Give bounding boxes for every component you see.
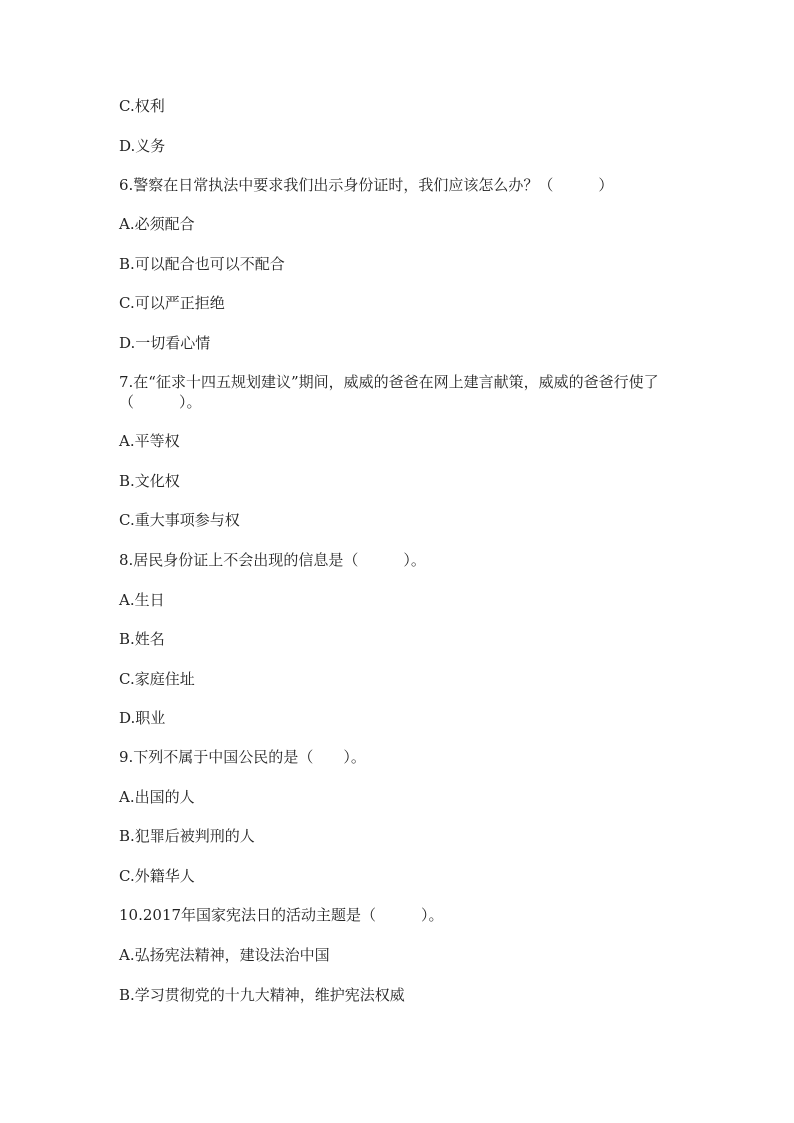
question-7: 7.在“征求十四五规划建议”期间，威威的爸爸在网上建言献策，威威的爸爸行使了（ ）。: [119, 373, 659, 411]
question-6: 6.警察在日常执法中要求我们出示身份证时，我们应该怎么办？（ ）: [119, 176, 614, 194]
option-d-q8: D.职业: [119, 709, 166, 727]
option-b-q9: B.犯罪后被判刑的人: [119, 827, 255, 845]
option-c-q6: C.可以严正拒绝: [119, 294, 225, 312]
option-b-q10: B.学习贯彻党的十九大精神，维护宪法权威: [119, 986, 405, 1004]
question-8: 8.居民身份证上不会出现的信息是（ ）。: [119, 551, 426, 569]
option-d-q5: D.义务: [119, 137, 166, 155]
question-10: 10.2017年国家宪法日的活动主题是（ ）。: [119, 906, 444, 924]
option-b-q6: B.可以配合也可以不配合: [119, 255, 285, 273]
question-9: 9.下列不属于中国公民的是（ ）。: [119, 748, 366, 766]
option-b-q8: B.姓名: [119, 630, 165, 648]
option-a-q9: A.出国的人: [119, 788, 195, 806]
option-c-q7: C.重大事项参与权: [119, 511, 240, 529]
option-c-q8: C.家庭住址: [119, 670, 195, 688]
option-c-q5: C.权利: [119, 97, 165, 115]
option-c-q9: C.外籍华人: [119, 867, 195, 885]
option-b-q7: B.文化权: [119, 472, 180, 490]
option-a-q8: A.生日: [119, 591, 165, 609]
option-d-q6: D.一切看心情: [119, 334, 211, 352]
option-a-q6: A.必须配合: [119, 215, 195, 233]
option-a-q7: A.平等权: [119, 432, 180, 450]
option-a-q10: A.弘扬宪法精神，建设法治中国: [119, 946, 330, 964]
